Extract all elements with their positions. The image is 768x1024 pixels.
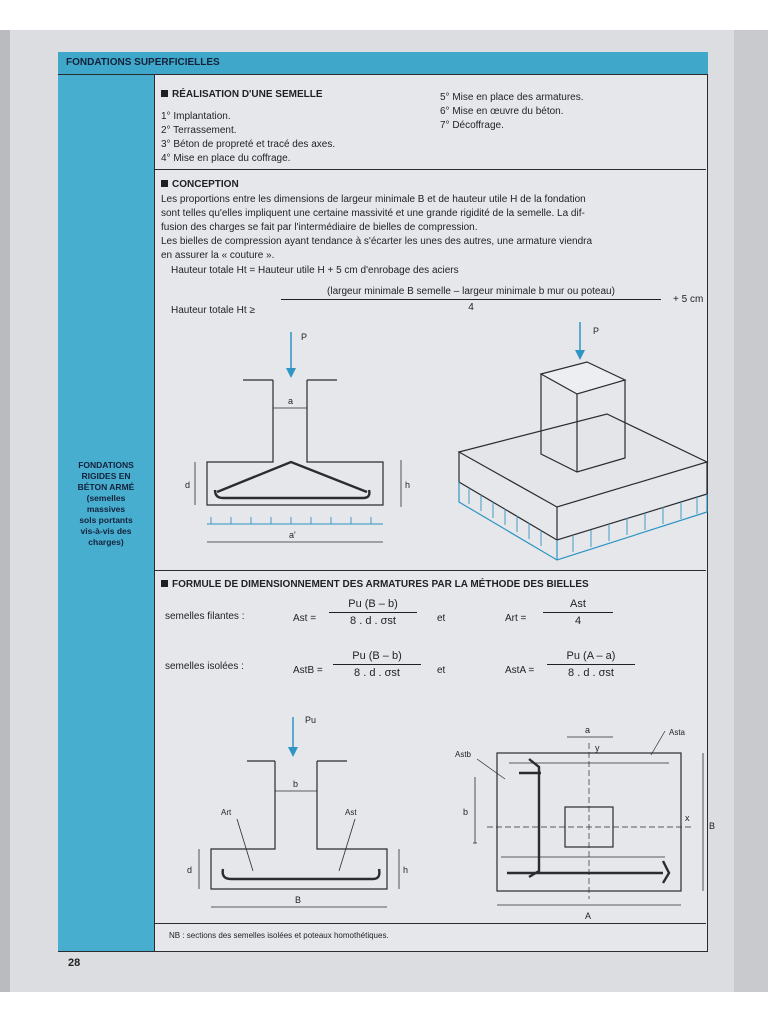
sidebar-line: BÉTON ARMÉ [77, 482, 135, 492]
realisation-heading [161, 89, 323, 100]
height-label: h [403, 865, 409, 875]
formula-fraction [543, 598, 613, 627]
conception-diagrams [155, 322, 706, 567]
bullet-square-icon [161, 90, 168, 97]
y-axis-label: y [595, 743, 600, 753]
formula-lhs: Ast = [293, 613, 317, 624]
footing-length-label: A [585, 911, 592, 921]
sidebar-label [58, 460, 154, 548]
realisation-heading-text: RÉALISATION D'UNE SEMELLE [172, 89, 323, 100]
depth-label: d [187, 865, 193, 875]
realisation-step: 5° Mise en place des armatures. [440, 92, 584, 103]
fraction-numerator: Ast [570, 598, 586, 610]
formule-heading-text: FORMULE DE DIMENSIONNEMENT DES ARMATURES PAR LA MÉTHODE DES BIELLES [172, 579, 589, 590]
height-label: h [405, 480, 411, 490]
formula-total-height: Hauteur totale Ht = Hauteur utile H + 5 cm d'enrobage des aciers [171, 265, 459, 276]
steel-a-label: Asta [669, 728, 686, 737]
strip-footing-section-diagram [195, 332, 401, 542]
realisation-step: 6° Mise en œuvre du béton. [440, 106, 564, 117]
conjunction-text: et [437, 613, 446, 624]
formula-minimum-height-suffix: + 5 cm [673, 294, 704, 305]
formula-fraction [547, 650, 635, 679]
wall-width-label: b [293, 779, 299, 789]
depth-label: d [185, 480, 191, 490]
conception-text-line: fusion des charges se fait par l'intermédiaire de bielles de compression. [161, 222, 478, 233]
section-header [58, 52, 708, 75]
conception-text-line: Les bielles de compression ayant tendance à s'écarter les unes des autres, une armature viendra [161, 236, 593, 247]
conception-text-line: en assurer la « couture ». [161, 250, 275, 261]
section-divider [155, 570, 706, 571]
sidebar-line: massives [86, 504, 126, 514]
fraction-denominator: 8 . d . σst [354, 667, 400, 679]
fraction-denominator: 4 [468, 302, 474, 313]
arrow-head-icon [286, 368, 296, 378]
fraction-numerator: (largeur minimale B semelle – largeur minimale b mur ou poteau) [327, 286, 615, 297]
fraction-denominator: 4 [574, 615, 582, 627]
column-width-label: a [585, 725, 591, 735]
page-number: 28 [68, 957, 81, 969]
formule-heading [161, 579, 589, 590]
fraction-bar [547, 664, 635, 665]
footing-depth-label: B [709, 821, 716, 831]
formula-fraction [329, 598, 417, 627]
load-label: P [301, 332, 308, 342]
bullet-square-icon [161, 580, 168, 587]
fraction-numerator: Pu (A – a) [566, 650, 616, 662]
fraction-numerator: Pu (B – b) [352, 650, 402, 662]
footnote: NB : sections des semelles isolées et poteaux homothétiques. [169, 931, 389, 940]
isolated-footing-label: semelles isolées : [165, 661, 244, 672]
isolated-footing-plan-diagram [473, 731, 703, 905]
fraction-denominator: 8 . d . σst [350, 615, 396, 627]
conception-text-line: Les proportions entre les dimensions de largeur minimale B et de hauteur utile H de la fondation [161, 194, 586, 205]
formula-lhs: AstB = [293, 665, 323, 676]
realisation-step: 2° Terrassement. [161, 125, 237, 136]
bullet-square-icon [161, 180, 168, 187]
reinforcement-diagrams [155, 711, 716, 923]
fraction-bar [281, 299, 661, 300]
sidebar-column [58, 75, 155, 951]
isolated-footing-3d-diagram [459, 322, 707, 560]
footing-width-label: B [295, 895, 302, 905]
arrow-head-icon [575, 350, 585, 360]
conjunction-text: et [437, 665, 446, 676]
load-label: Pu [305, 715, 317, 725]
sidebar-line: RIGIDES EN [81, 471, 131, 481]
realisation-step: 1° Implantation. [161, 111, 231, 122]
strip-footing-label: semelles filantes : [165, 611, 245, 622]
fraction-bar [329, 612, 417, 613]
main-content [155, 75, 716, 951]
section-divider [155, 169, 706, 170]
realisation-step: 3° Béton de propreté et tracé des axes. [161, 139, 336, 150]
conception-heading-text: CONCEPTION [172, 179, 239, 190]
sidebar-line: vis-à-vis des [80, 526, 132, 536]
formula-lhs: Art = [505, 613, 527, 624]
formula-minimum-height-label: Hauteur totale Ht ≥ [171, 305, 255, 316]
formula-minimum-height-fraction [281, 286, 661, 313]
sidebar-line: FONDATIONS [78, 460, 134, 470]
conception-text-line: sont telles qu'elles impliquent une certaine massivité et une grande rigidité de la semelle. La dif- [161, 208, 585, 219]
main-steel-label: Ast [345, 808, 357, 817]
sidebar-line: (semelles [86, 493, 126, 503]
fraction-numerator: Pu (B – b) [348, 598, 398, 610]
steel-b-label: Astb [455, 750, 472, 759]
x-axis-label: x [685, 813, 690, 823]
sidebar-line: charges) [88, 537, 124, 547]
column-depth-label: b [463, 807, 469, 817]
realisation-step: 7° Décoffrage. [440, 120, 504, 131]
load-label: P [593, 326, 600, 336]
formula-fraction [333, 650, 421, 679]
realisation-step: 4° Mise en place du coffrage. [161, 153, 291, 164]
wall-width-label: a [288, 396, 294, 406]
arrow-head-icon [288, 747, 298, 757]
fraction-bar [333, 664, 421, 665]
footing-width-label: a' [289, 530, 296, 540]
facing-page [734, 30, 768, 992]
conception-heading [161, 179, 239, 190]
fraction-denominator: 8 . d . σst [568, 667, 614, 679]
fraction-bar [543, 612, 613, 613]
formula-lhs: AstA = [505, 665, 535, 676]
section-title: FONDATIONS SUPERFICIELLES [66, 57, 220, 68]
distribution-steel-label: Art [221, 808, 232, 817]
section-divider [155, 923, 706, 924]
sidebar-line: sols portants [79, 515, 133, 525]
